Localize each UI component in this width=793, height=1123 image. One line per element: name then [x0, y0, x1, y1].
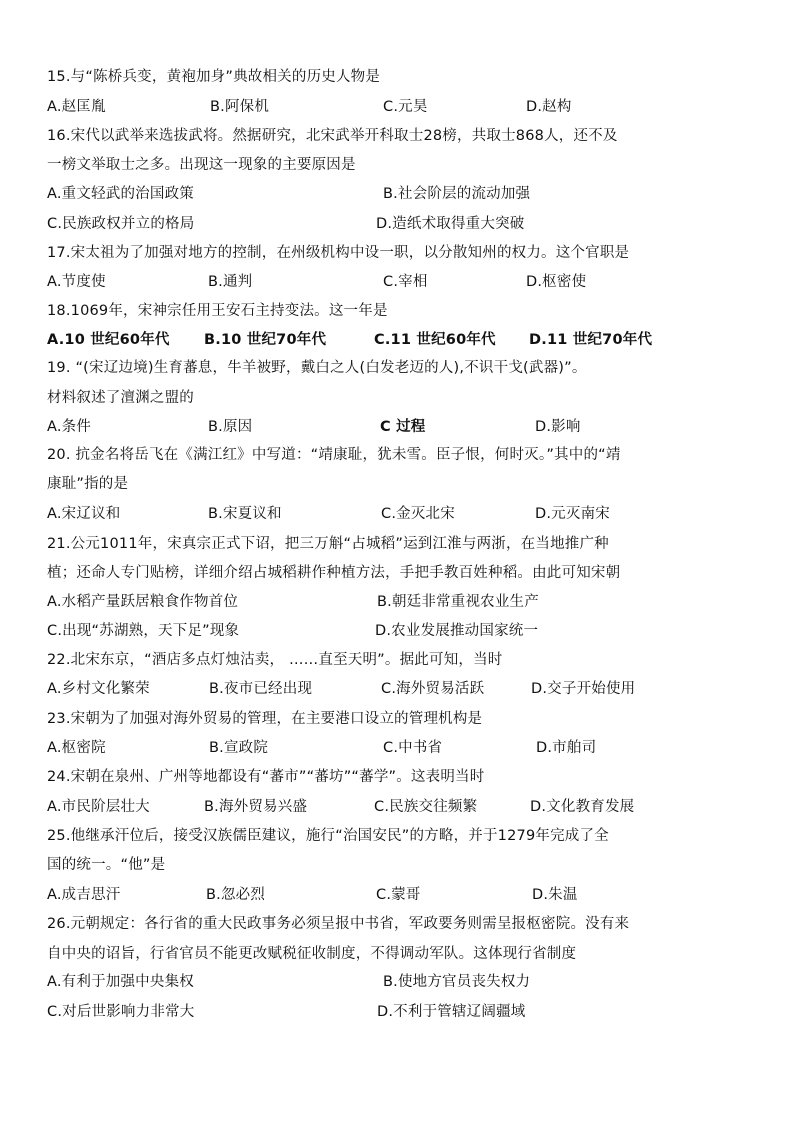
option-a: A.宋辽议和	[47, 506, 121, 522]
option-c: C.民族交往频繁	[374, 799, 478, 815]
option-a: A.有利于加强中央集权	[47, 974, 194, 990]
option-a: A.枢密院	[47, 740, 106, 756]
option-d: D.农业发展推动国家统一	[375, 623, 539, 639]
option-b: B.宣政院	[209, 740, 269, 756]
question-17-stem: 17.宋太祖为了加强对地方的控制，在州级机构中设一职，以分散知州的权力。这个官职是	[47, 245, 630, 261]
option-c: C.中书省	[383, 740, 443, 756]
option-d: D.枢密使	[526, 274, 587, 290]
option-a: A.成吉思汗	[47, 887, 121, 903]
question-21-stem-line-2: 植；还命人专门贴榜，详细介绍占城稻耕作种植方法，手把手教百姓种稻。由此可知宋朝	[47, 565, 621, 581]
option-b: B.宋夏议和	[208, 506, 282, 522]
option-d: D.文化教育发展	[530, 799, 635, 815]
question-24-options	[47, 797, 747, 817]
option-c: C.民族政权并立的格局	[47, 216, 195, 232]
question-21-stem-line-1: 21.公元1011年，宋真宗正式下诏，把三万斛“占城稻”运到江淮与两浙，在当地推广种	[47, 536, 609, 552]
question-18-stem: 18.1069年，宋神宗任用王安石主持变法。这一年是	[47, 303, 388, 319]
question-16-options-row-1	[47, 184, 747, 204]
question-26-stem-line-1: 26.元朝规定：各行省的重大民政事务必须呈报中书省，军政要务则需呈报枢密院。没有来	[47, 916, 630, 932]
option-c: C.宰相	[383, 274, 428, 290]
option-d: D.11 世纪70年代	[529, 332, 653, 348]
option-b: B.阿保机	[210, 99, 270, 115]
question-20-options	[47, 504, 747, 524]
option-d: D.赵构	[526, 99, 572, 115]
option-d: D.市舶司	[536, 740, 597, 756]
option-d: D.造纸术取得重大突破	[376, 216, 525, 232]
option-d: D.不利于管辖辽阔疆域	[377, 1004, 526, 1020]
option-a: A.节度使	[47, 274, 106, 290]
option-b: B.朝廷非常重视农业生产	[377, 594, 539, 610]
question-15-options	[47, 97, 747, 117]
question-16-stem-line-1: 16.宋代以武举来选拔武将。然据研究，北宋武举开科取士28榜，共取士868人，还不及	[47, 128, 618, 144]
question-20-stem-line-2: 康耻”指的是	[47, 476, 129, 492]
option-a: A.重文轻武的治国政策	[47, 186, 194, 202]
option-c: C.出现“苏湖熟，天下足”现象	[47, 623, 240, 639]
option-a: A.条件	[47, 419, 92, 435]
option-c: C.蒙哥	[376, 887, 421, 903]
option-b: B.海外贸易兴盛	[204, 799, 308, 815]
option-c: C.对后世影响力非常大	[47, 1004, 195, 1020]
option-c: C.金灭北宋	[381, 506, 455, 522]
question-25-options	[47, 885, 747, 905]
option-c: C.元昊	[383, 99, 428, 115]
option-c: C.海外贸易活跃	[381, 681, 485, 697]
option-b: B.原因	[208, 419, 253, 435]
option-b: B.社会阶层的流动加强	[383, 186, 531, 202]
question-25-stem-line-1: 25.他继承汗位后，接受汉族儒臣建议，施行“治国安民”的方略，并于1279年完成了全	[47, 828, 609, 844]
option-d: D.影响	[535, 419, 581, 435]
question-17-options	[47, 272, 747, 292]
question-26-stem-line-2: 自中央的诏旨，行省官员不能更改赋税征收制度，不得调动军队。这体现行省制度	[47, 946, 577, 962]
question-16-options-row-2	[47, 214, 747, 234]
question-21-options-row-2	[47, 621, 747, 641]
option-d: D.元灭南宋	[535, 506, 610, 522]
question-26-options-row-2	[47, 1002, 747, 1022]
option-a: A.市民阶层壮大	[47, 799, 150, 815]
question-24-stem: 24.宋朝在泉州、广州等地都设有“蕃市”“蕃坊”“蕃学”。这表明当时	[47, 769, 485, 785]
option-b: B.通判	[208, 274, 253, 290]
question-20-stem-line-1: 20. 抗金名将岳飞在《满江红》中写道：“靖康耻，犹未雪。臣子恨，何时灭。”其中的“靖	[47, 447, 621, 463]
option-b: B.夜市已经出现	[209, 681, 313, 697]
question-19-stem-line-2: 材料叙述了澶渊之盟的	[47, 390, 194, 406]
option-b: B.10 世纪70年代	[204, 332, 327, 348]
question-26-options-row-1	[47, 972, 747, 992]
option-c: C 过程	[380, 419, 426, 435]
question-19-options	[47, 417, 747, 437]
question-22-options	[47, 679, 747, 699]
option-b: B.忽必烈	[206, 887, 266, 903]
option-a: A.赵匡胤	[47, 99, 106, 115]
option-a: A.乡村文化繁荣	[47, 681, 150, 697]
question-15-stem: 15.与“陈桥兵变，黄袍加身”典故相关的历史人物是	[47, 69, 381, 85]
question-16-stem-line-2: 一榜文举取士之多。出现这一现象的主要原因是	[47, 157, 356, 173]
question-18-options	[47, 330, 747, 350]
question-23-stem: 23.宋朝为了加强对海外贸易的管理，在主要港口设立的管理机构是	[47, 711, 483, 727]
option-b: B.使地方官员丧失权力	[383, 974, 531, 990]
option-c: C.11 世纪60年代	[374, 332, 496, 348]
question-21-options-row-1	[47, 592, 747, 612]
option-a: A.水稻产量跃居粮食作物首位	[47, 594, 239, 610]
question-19-stem-line-1: 19. “(宋辽边境)生育蕃息，牛羊被野，戴白之人(白发老迈的人),不识干戈(武器)”。	[47, 360, 587, 376]
question-22-stem: 22.北宋东京，“酒店多点灯烛沽卖， ……直至天明”。据此可知，当时	[47, 652, 503, 668]
option-a: A.10 世纪60年代	[47, 332, 170, 348]
question-23-options	[47, 738, 747, 758]
question-25-stem-line-2: 国的统一。“他”是	[47, 857, 166, 873]
option-d: D.朱温	[532, 887, 578, 903]
option-d: D.交子开始使用	[531, 681, 636, 697]
